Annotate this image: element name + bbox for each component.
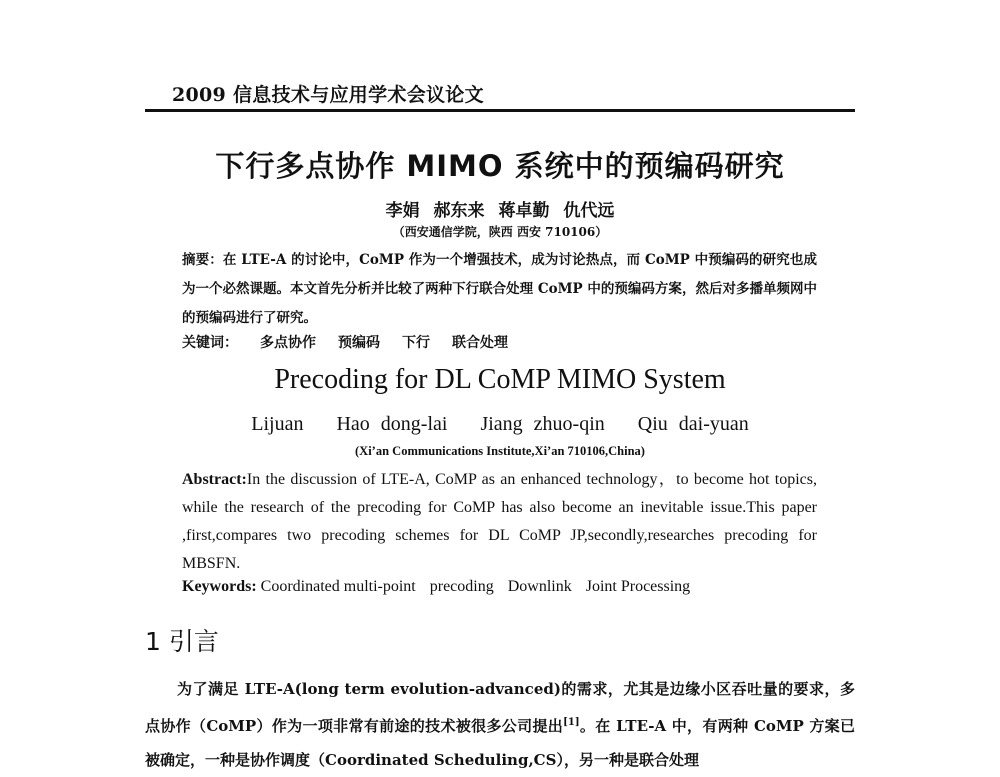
english-abstract-text: In the discussion of LTE-A, CoMP as an enhanced technology，to become hot topics, while the research of the precoding for CoMP has also become an inevitable issue.This paper ,first,compares two precoding schemes for DL CoMP JP,secondly,researches precoding for MBSFN. [182, 471, 817, 572]
section-number: 1 [145, 627, 161, 656]
english-keyword: precoding [429, 578, 494, 595]
chinese-abstract-label: 摘要： [182, 252, 223, 268]
chinese-keyword: 多点协作 [260, 335, 316, 351]
chinese-authors: 李娟 郝东来 蒋卓勤 仇代远 [385, 201, 615, 221]
chinese-title: 下行多点协作 MIMO 系统中的预编码研究 [215, 149, 785, 183]
header-rule [145, 109, 855, 112]
english-keywords [182, 578, 690, 596]
english-authors: Lijuan Hao dong-lai Jiang zhuo-qin Qiu dai-yuan [251, 413, 749, 435]
english-keywords-label: Keywords: [182, 578, 257, 595]
chinese-keywords-label: 关键词： [182, 335, 238, 351]
english-affiliation: (Xi’an Communications Institute,Xi’an 710106,China) [355, 444, 645, 458]
body-text-part2: 。在 LTE-A 中，有两种 CoMP 方案已被确定，一种是协作调度（Coordinated Scheduling,CS），另一种是联合处理 [145, 717, 855, 769]
running-head: 2009 信息技术与应用学术会议论文 [172, 84, 484, 106]
english-keyword: Joint Processing [585, 578, 691, 595]
chinese-affiliation: （西安通信学院，陕西 西安 710106） [392, 225, 608, 239]
english-abstract-label: Abstract: [182, 471, 247, 488]
english-abstract [182, 466, 817, 578]
citation-ref: [1] [563, 717, 580, 728]
english-keyword: Coordinated multi-point [260, 578, 416, 595]
body-paragraph [145, 672, 855, 777]
section-heading [145, 622, 219, 658]
chinese-abstract [182, 246, 817, 333]
body-text-part1: 为了满足 LTE-A(long term evolution-advanced)的需求，尤其是边缘小区吞吐量的要求，多点协作（CoMP）作为一项非常有前途的技术被很多公司提出 [145, 680, 855, 735]
chinese-keywords [182, 332, 508, 352]
chinese-abstract-text: 在 LTE-A 的讨论中，CoMP 作为一个增强技术，成为讨论热点，而 CoMP 中预编码的研究也成为一个必然课题。本文首先分析并比较了两种下行联合处理 CoMP 中的预编码方案，然后对多播单频网中的预编码进行了研究。 [182, 252, 817, 326]
chinese-keyword: 预编码 [338, 335, 380, 351]
chinese-keyword: 下行 [402, 335, 430, 351]
english-keyword: Downlink [507, 578, 572, 595]
section-title: 引言 [168, 627, 219, 656]
english-title: Precoding for DL CoMP MIMO System [274, 364, 726, 395]
chinese-keyword: 联合处理 [452, 335, 508, 351]
